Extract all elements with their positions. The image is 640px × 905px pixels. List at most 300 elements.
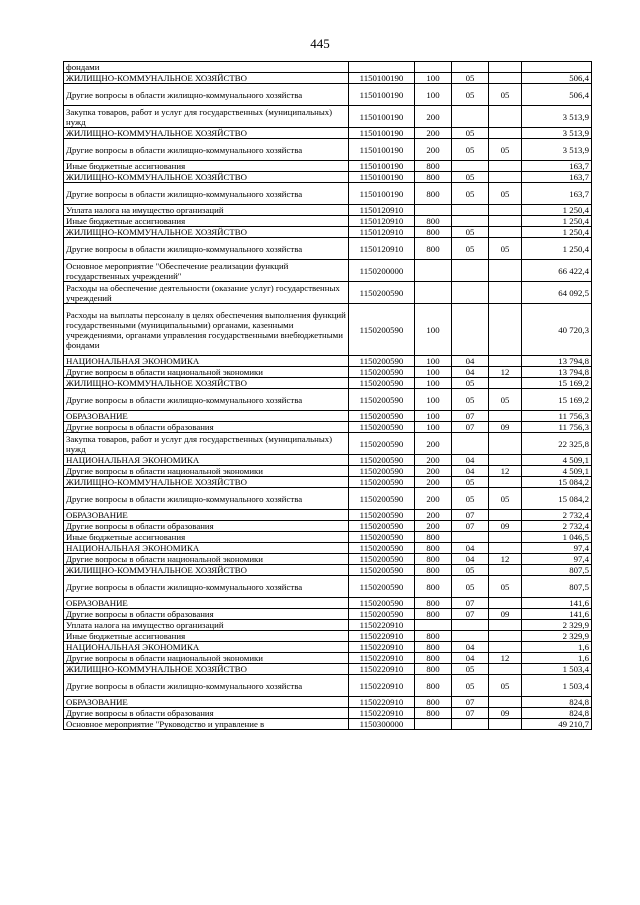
expense-type-cell: 800: [415, 576, 452, 598]
expense-type-cell: 800: [415, 216, 452, 227]
subsection-cell: [489, 719, 522, 730]
section-cell: 05: [452, 73, 489, 84]
section-cell: [452, 620, 489, 631]
expense-type-cell: 200: [415, 477, 452, 488]
subsection-cell: [489, 697, 522, 708]
subsection-cell: 09: [489, 521, 522, 532]
subsection-cell: [489, 532, 522, 543]
target-article-cell: 1150220910: [349, 697, 415, 708]
subsection-cell: [489, 106, 522, 128]
expense-name-cell: Другие вопросы в области жилищно-коммунального хозяйства: [64, 183, 349, 205]
amount-cell: 3 513,9: [522, 128, 592, 139]
table-row: [64, 708, 592, 719]
amount-cell: 40 720,3: [522, 304, 592, 356]
section-cell: 05: [452, 389, 489, 411]
target-article-cell: 1150220910: [349, 620, 415, 631]
table-row: [64, 488, 592, 510]
subsection-cell: [489, 598, 522, 609]
expense-name-cell: Основное мероприятие "Обеспечение реализации функций государственных учреждений": [64, 260, 349, 282]
amount-cell: [522, 62, 592, 73]
target-article-cell: 1150100190: [349, 106, 415, 128]
table-row: [64, 642, 592, 653]
section-cell: [452, 62, 489, 73]
expense-name-cell: фондами: [64, 62, 349, 73]
section-cell: [452, 282, 489, 304]
target-article-cell: 1150200590: [349, 422, 415, 433]
expense-type-cell: 800: [415, 172, 452, 183]
section-cell: 07: [452, 609, 489, 620]
expense-type-cell: 200: [415, 139, 452, 161]
target-article-cell: 1150100190: [349, 139, 415, 161]
section-cell: 04: [452, 367, 489, 378]
subsection-cell: [489, 73, 522, 84]
expense-type-cell: 200: [415, 455, 452, 466]
target-article-cell: 1150120910: [349, 216, 415, 227]
expense-name-cell: ЖИЛИЩНО-КОММУНАЛЬНОЕ ХОЗЯЙСТВО: [64, 128, 349, 139]
section-cell: 07: [452, 510, 489, 521]
section-cell: 04: [452, 466, 489, 477]
amount-cell: 163,7: [522, 183, 592, 205]
target-article-cell: 1150100190: [349, 161, 415, 172]
table-row: [64, 422, 592, 433]
amount-cell: 15 084,2: [522, 477, 592, 488]
section-cell: [452, 260, 489, 282]
section-cell: [452, 631, 489, 642]
amount-cell: 163,7: [522, 161, 592, 172]
section-cell: 07: [452, 598, 489, 609]
section-cell: 04: [452, 543, 489, 554]
section-cell: 05: [452, 139, 489, 161]
section-cell: [452, 161, 489, 172]
expense-name-cell: Другие вопросы в области образования: [64, 708, 349, 719]
amount-cell: 2 732,4: [522, 521, 592, 532]
section-cell: 04: [452, 356, 489, 367]
table-row: [64, 719, 592, 730]
budget-table-body: [64, 62, 592, 730]
table-row: [64, 609, 592, 620]
subsection-cell: 05: [489, 84, 522, 106]
section-cell: 05: [452, 238, 489, 260]
section-cell: 05: [452, 172, 489, 183]
amount-cell: 2 329,9: [522, 620, 592, 631]
subsection-cell: 05: [489, 488, 522, 510]
target-article-cell: 1150220910: [349, 664, 415, 675]
section-cell: 05: [452, 675, 489, 697]
amount-cell: 807,5: [522, 576, 592, 598]
amount-cell: 22 325,8: [522, 433, 592, 455]
table-row: [64, 455, 592, 466]
target-article-cell: 1150200590: [349, 598, 415, 609]
section-cell: 07: [452, 521, 489, 532]
table-row: [64, 161, 592, 172]
section-cell: 05: [452, 576, 489, 598]
subsection-cell: [489, 282, 522, 304]
expense-name-cell: Другие вопросы в области образования: [64, 521, 349, 532]
target-article-cell: 1150100190: [349, 183, 415, 205]
section-cell: 04: [452, 455, 489, 466]
expense-name-cell: Другие вопросы в области образования: [64, 422, 349, 433]
expense-name-cell: Закупка товаров, работ и услуг для государственных (муниципальных) нужд: [64, 106, 349, 128]
expense-type-cell: 800: [415, 664, 452, 675]
expense-type-cell: 800: [415, 708, 452, 719]
amount-cell: 2 732,4: [522, 510, 592, 521]
subsection-cell: 12: [489, 554, 522, 565]
subsection-cell: [489, 161, 522, 172]
expense-name-cell: Другие вопросы в области национальной экономики: [64, 466, 349, 477]
target-article-cell: [349, 62, 415, 73]
expense-name-cell: Другие вопросы в области национальной экономики: [64, 367, 349, 378]
subsection-cell: 12: [489, 466, 522, 477]
target-article-cell: 1150220910: [349, 708, 415, 719]
subsection-cell: 09: [489, 609, 522, 620]
expense-type-cell: [415, 282, 452, 304]
section-cell: [452, 532, 489, 543]
target-article-cell: 1150200590: [349, 543, 415, 554]
amount-cell: 824,8: [522, 697, 592, 708]
table-row: [64, 62, 592, 73]
table-row: [64, 205, 592, 216]
target-article-cell: 1150300000: [349, 719, 415, 730]
expense-type-cell: 200: [415, 521, 452, 532]
table-row: [64, 378, 592, 389]
expense-type-cell: 200: [415, 128, 452, 139]
expense-type-cell: 800: [415, 183, 452, 205]
expense-type-cell: 200: [415, 510, 452, 521]
section-cell: 07: [452, 708, 489, 719]
expense-name-cell: Расходы на обеспечение деятельности (оказание услуг) государственных учреждений: [64, 282, 349, 304]
amount-cell: 1 250,4: [522, 216, 592, 227]
expense-name-cell: ОБРАЗОВАНИЕ: [64, 411, 349, 422]
table-row: [64, 543, 592, 554]
expense-name-cell: ЖИЛИЩНО-КОММУНАЛЬНОЕ ХОЗЯЙСТВО: [64, 664, 349, 675]
amount-cell: 1 250,4: [522, 227, 592, 238]
expense-type-cell: 100: [415, 356, 452, 367]
amount-cell: 824,8: [522, 708, 592, 719]
section-cell: 05: [452, 84, 489, 106]
table-row: [64, 554, 592, 565]
expense-name-cell: Другие вопросы в области жилищно-коммунального хозяйства: [64, 238, 349, 260]
expense-type-cell: 100: [415, 411, 452, 422]
target-article-cell: 1150200590: [349, 389, 415, 411]
amount-cell: 11 756,3: [522, 422, 592, 433]
table-row: [64, 216, 592, 227]
amount-cell: 1 503,4: [522, 664, 592, 675]
subsection-cell: [489, 128, 522, 139]
section-cell: [452, 304, 489, 356]
expense-name-cell: Другие вопросы в области жилищно-коммунального хозяйства: [64, 139, 349, 161]
target-article-cell: 1150200590: [349, 455, 415, 466]
target-article-cell: 1150200590: [349, 609, 415, 620]
amount-cell: 1 503,4: [522, 675, 592, 697]
expense-type-cell: 100: [415, 389, 452, 411]
expense-name-cell: Иные бюджетные ассигнования: [64, 532, 349, 543]
table-row: [64, 664, 592, 675]
table-row: [64, 477, 592, 488]
table-row: [64, 576, 592, 598]
target-article-cell: 1150200000: [349, 260, 415, 282]
table-row: [64, 183, 592, 205]
table-row: [64, 532, 592, 543]
section-cell: 05: [452, 488, 489, 510]
table-row: [64, 510, 592, 521]
section-cell: 04: [452, 554, 489, 565]
expense-name-cell: Иные бюджетные ассигнования: [64, 216, 349, 227]
expense-name-cell: Иные бюджетные ассигнования: [64, 161, 349, 172]
subsection-cell: [489, 216, 522, 227]
expense-name-cell: Уплата налога на имущество организаций: [64, 205, 349, 216]
table-row: [64, 598, 592, 609]
subsection-cell: [489, 543, 522, 554]
target-article-cell: 1150220910: [349, 631, 415, 642]
table-row: [64, 411, 592, 422]
amount-cell: 4 509,1: [522, 455, 592, 466]
subsection-cell: 09: [489, 422, 522, 433]
expense-type-cell: 800: [415, 609, 452, 620]
table-row: [64, 172, 592, 183]
target-article-cell: 1150200590: [349, 565, 415, 576]
expense-type-cell: 800: [415, 631, 452, 642]
expense-type-cell: 100: [415, 84, 452, 106]
section-cell: [452, 216, 489, 227]
table-row: [64, 260, 592, 282]
table-row: [64, 238, 592, 260]
table-row: [64, 84, 592, 106]
amount-cell: 141,6: [522, 598, 592, 609]
amount-cell: 1,6: [522, 653, 592, 664]
expense-type-cell: 100: [415, 378, 452, 389]
amount-cell: 1 046,5: [522, 532, 592, 543]
amount-cell: 3 513,9: [522, 139, 592, 161]
expense-type-cell: 200: [415, 433, 452, 455]
table-row: [64, 106, 592, 128]
table-row: [64, 367, 592, 378]
table-row: [64, 73, 592, 84]
page-number: 445: [310, 36, 330, 51]
expense-type-cell: 800: [415, 642, 452, 653]
target-article-cell: 1150220910: [349, 675, 415, 697]
amount-cell: 49 210,7: [522, 719, 592, 730]
table-row: [64, 697, 592, 708]
target-article-cell: 1150200590: [349, 576, 415, 598]
amount-cell: 2 329,9: [522, 631, 592, 642]
expense-type-cell: 100: [415, 422, 452, 433]
expense-type-cell: 800: [415, 532, 452, 543]
expense-type-cell: 800: [415, 227, 452, 238]
target-article-cell: 1150200590: [349, 521, 415, 532]
table-row: [64, 304, 592, 356]
target-article-cell: 1150200590: [349, 367, 415, 378]
expense-type-cell: 100: [415, 367, 452, 378]
section-cell: 07: [452, 411, 489, 422]
amount-cell: 506,4: [522, 73, 592, 84]
target-article-cell: 1150120910: [349, 227, 415, 238]
expense-name-cell: Закупка товаров, работ и услуг для государственных (муниципальных) нужд: [64, 433, 349, 455]
target-article-cell: 1150100190: [349, 128, 415, 139]
section-cell: 04: [452, 642, 489, 653]
subsection-cell: [489, 260, 522, 282]
target-article-cell: 1150200590: [349, 304, 415, 356]
subsection-cell: [489, 477, 522, 488]
expense-name-cell: Другие вопросы в области жилищно-коммунального хозяйства: [64, 675, 349, 697]
target-article-cell: 1150100190: [349, 73, 415, 84]
amount-cell: 13 794,8: [522, 356, 592, 367]
expense-name-cell: НАЦИОНАЛЬНАЯ ЭКОНОМИКА: [64, 356, 349, 367]
expense-name-cell: ЖИЛИЩНО-КОММУНАЛЬНОЕ ХОЗЯЙСТВО: [64, 565, 349, 576]
subsection-cell: 05: [489, 576, 522, 598]
expense-name-cell: ЖИЛИЩНО-КОММУНАЛЬНОЕ ХОЗЯЙСТВО: [64, 227, 349, 238]
expense-name-cell: ОБРАЗОВАНИЕ: [64, 510, 349, 521]
subsection-cell: [489, 62, 522, 73]
amount-cell: 64 092,5: [522, 282, 592, 304]
amount-cell: 15 169,2: [522, 389, 592, 411]
expense-name-cell: Другие вопросы в области жилищно-коммунального хозяйства: [64, 488, 349, 510]
subsection-cell: 05: [489, 389, 522, 411]
expense-type-cell: [415, 719, 452, 730]
section-cell: [452, 719, 489, 730]
expense-name-cell: Другие вопросы в области национальной экономики: [64, 554, 349, 565]
table-row: [64, 653, 592, 664]
expense-type-cell: 800: [415, 161, 452, 172]
expense-name-cell: НАЦИОНАЛЬНАЯ ЭКОНОМИКА: [64, 642, 349, 653]
subsection-cell: [489, 227, 522, 238]
table-row: [64, 139, 592, 161]
expense-name-cell: ЖИЛИЩНО-КОММУНАЛЬНОЕ ХОЗЯЙСТВО: [64, 378, 349, 389]
amount-cell: 3 513,9: [522, 106, 592, 128]
subsection-cell: 09: [489, 708, 522, 719]
section-cell: 07: [452, 697, 489, 708]
section-cell: 05: [452, 378, 489, 389]
target-article-cell: 1150200590: [349, 477, 415, 488]
target-article-cell: 1150200590: [349, 466, 415, 477]
table-row: [64, 227, 592, 238]
table-row: [64, 389, 592, 411]
section-cell: 07: [452, 422, 489, 433]
section-cell: 05: [452, 477, 489, 488]
table-row: [64, 433, 592, 455]
section-cell: [452, 433, 489, 455]
expense-type-cell: 800: [415, 543, 452, 554]
expense-type-cell: 100: [415, 304, 452, 356]
expense-name-cell: Другие вопросы в области образования: [64, 609, 349, 620]
amount-cell: 141,6: [522, 609, 592, 620]
expense-type-cell: [415, 620, 452, 631]
expense-type-cell: 100: [415, 73, 452, 84]
subsection-cell: [489, 356, 522, 367]
subsection-cell: [489, 378, 522, 389]
amount-cell: 1 250,4: [522, 205, 592, 216]
expense-type-cell: 800: [415, 565, 452, 576]
amount-cell: 506,4: [522, 84, 592, 106]
amount-cell: 4 509,1: [522, 466, 592, 477]
amount-cell: 15 084,2: [522, 488, 592, 510]
subsection-cell: 05: [489, 183, 522, 205]
target-article-cell: 1150200590: [349, 510, 415, 521]
amount-cell: 11 756,3: [522, 411, 592, 422]
expense-type-cell: 800: [415, 554, 452, 565]
expense-name-cell: Другие вопросы в области жилищно-коммунального хозяйства: [64, 389, 349, 411]
subsection-cell: [489, 433, 522, 455]
table-row: [64, 282, 592, 304]
table-row: [64, 631, 592, 642]
table-row: [64, 466, 592, 477]
expense-name-cell: НАЦИОНАЛЬНАЯ ЭКОНОМИКА: [64, 543, 349, 554]
amount-cell: 97,4: [522, 554, 592, 565]
amount-cell: 66 422,4: [522, 260, 592, 282]
expense-type-cell: 200: [415, 106, 452, 128]
subsection-cell: 05: [489, 675, 522, 697]
expense-name-cell: Другие вопросы в области национальной экономики: [64, 653, 349, 664]
expense-type-cell: [415, 205, 452, 216]
subsection-cell: 05: [489, 139, 522, 161]
subsection-cell: [489, 411, 522, 422]
amount-cell: 163,7: [522, 172, 592, 183]
amount-cell: 1,6: [522, 642, 592, 653]
subsection-cell: 12: [489, 367, 522, 378]
expense-name-cell: ЖИЛИЩНО-КОММУНАЛЬНОЕ ХОЗЯЙСТВО: [64, 172, 349, 183]
table-row: [64, 521, 592, 532]
expense-name-cell: ОБРАЗОВАНИЕ: [64, 598, 349, 609]
expense-type-cell: 800: [415, 675, 452, 697]
subsection-cell: [489, 172, 522, 183]
target-article-cell: 1150120910: [349, 238, 415, 260]
expense-type-cell: 800: [415, 238, 452, 260]
subsection-cell: [489, 304, 522, 356]
expense-type-cell: 800: [415, 697, 452, 708]
subsection-cell: 05: [489, 238, 522, 260]
amount-cell: 15 169,2: [522, 378, 592, 389]
table-row: [64, 356, 592, 367]
expense-type-cell: 200: [415, 488, 452, 510]
subsection-cell: [489, 455, 522, 466]
expense-type-cell: [415, 62, 452, 73]
target-article-cell: 1150200590: [349, 378, 415, 389]
expense-name-cell: Уплата налога на имущество организаций: [64, 620, 349, 631]
amount-cell: 13 794,8: [522, 367, 592, 378]
target-article-cell: 1150100190: [349, 84, 415, 106]
section-cell: 04: [452, 653, 489, 664]
subsection-cell: [489, 664, 522, 675]
expense-name-cell: Другие вопросы в области жилищно-коммунального хозяйства: [64, 576, 349, 598]
target-article-cell: 1150220910: [349, 642, 415, 653]
expense-type-cell: [415, 260, 452, 282]
section-cell: [452, 106, 489, 128]
expense-name-cell: НАЦИОНАЛЬНАЯ ЭКОНОМИКА: [64, 455, 349, 466]
target-article-cell: 1150220910: [349, 653, 415, 664]
target-article-cell: 1150200590: [349, 532, 415, 543]
target-article-cell: 1150120910: [349, 205, 415, 216]
expense-name-cell: Иные бюджетные ассигнования: [64, 631, 349, 642]
expense-name-cell: ОБРАЗОВАНИЕ: [64, 697, 349, 708]
subsection-cell: [489, 565, 522, 576]
section-cell: 05: [452, 664, 489, 675]
subsection-cell: [489, 620, 522, 631]
subsection-cell: [489, 510, 522, 521]
expense-type-cell: 200: [415, 466, 452, 477]
target-article-cell: 1150200590: [349, 433, 415, 455]
subsection-cell: [489, 642, 522, 653]
table-row: [64, 675, 592, 697]
table-row: [64, 565, 592, 576]
budget-table: [63, 61, 592, 730]
expense-name-cell: Расходы на выплаты персоналу в целях обеспечения выполнения функций государственными (муниципальными) органами, казенными учреждениями, органами управления государственными внебюджетными фондами: [64, 304, 349, 356]
section-cell: 05: [452, 227, 489, 238]
target-article-cell: 1150100190: [349, 172, 415, 183]
target-article-cell: 1150200590: [349, 282, 415, 304]
subsection-cell: [489, 631, 522, 642]
section-cell: 05: [452, 183, 489, 205]
subsection-cell: 12: [489, 653, 522, 664]
table-row: [64, 128, 592, 139]
